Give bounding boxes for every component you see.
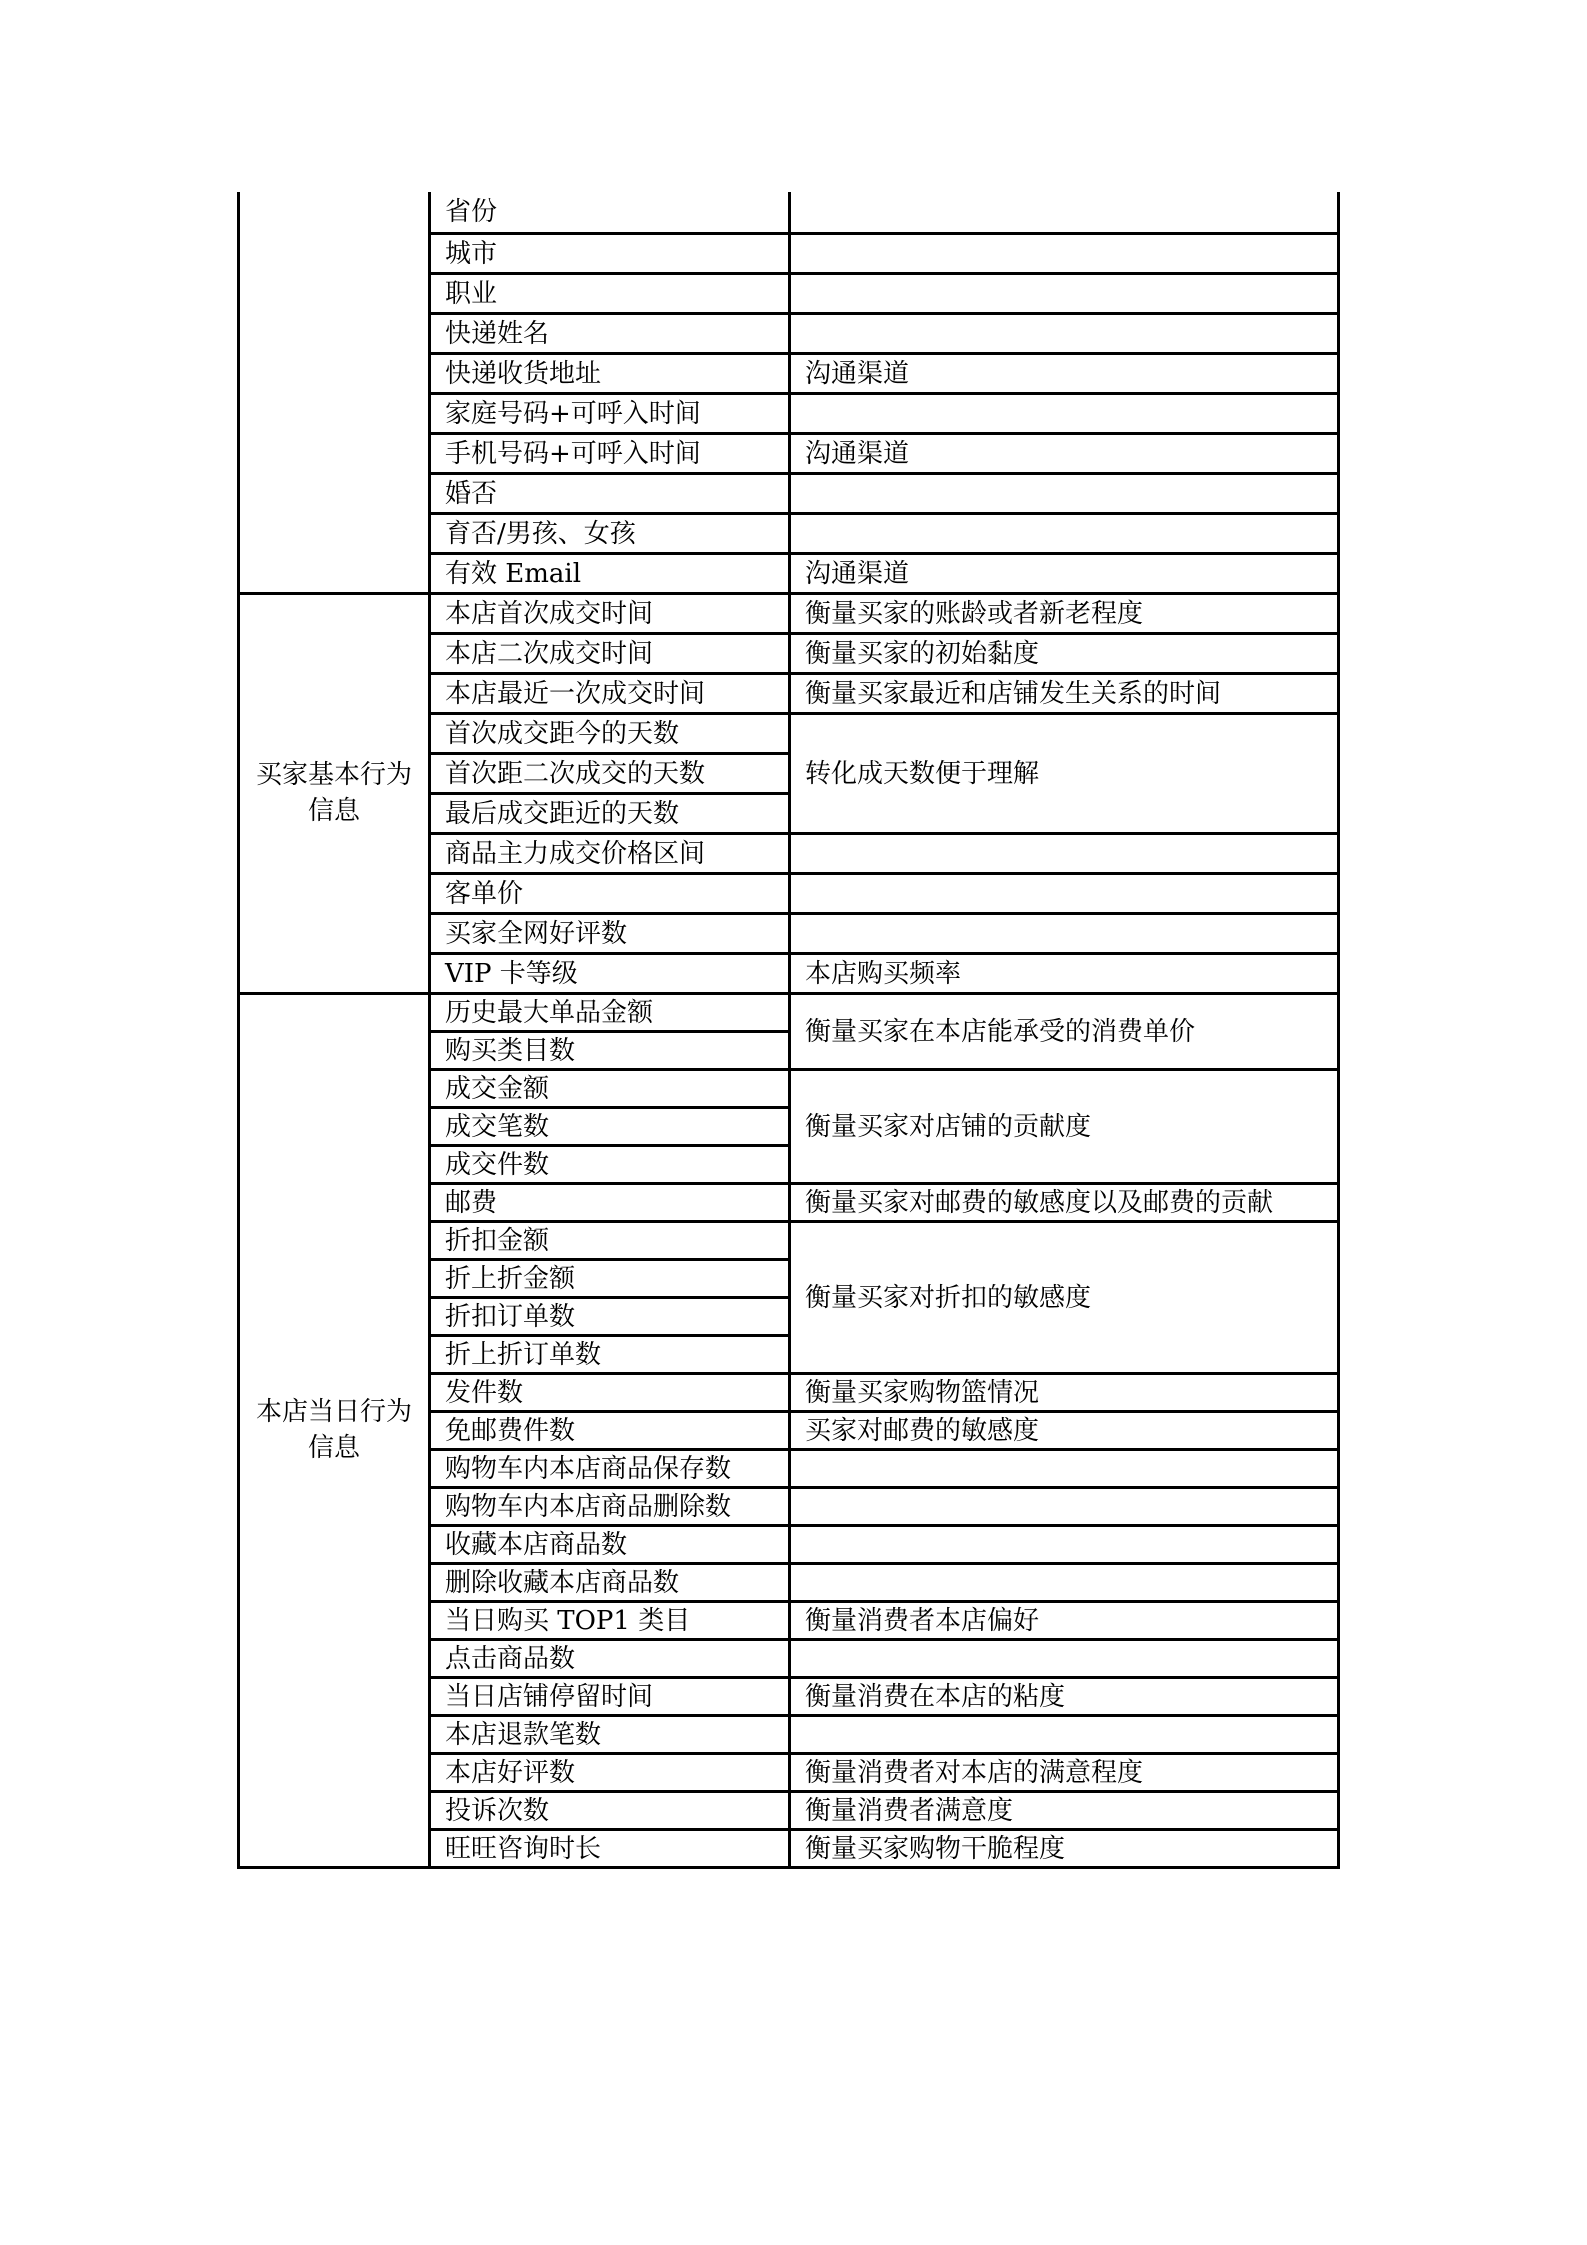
note-cell [790, 314, 1339, 354]
field-cell: 最后成交距近的天数 [430, 794, 790, 834]
field-cell: 有效 Email [430, 554, 790, 594]
group-cell-buyer-basic-behavior: 买家基本行为信息 [239, 594, 430, 994]
field-cell: 育否/男孩、女孩 [430, 514, 790, 554]
field-cell: 旺旺咨询时长 [430, 1830, 790, 1868]
field-cell: 首次距二次成交的天数 [430, 754, 790, 794]
note-cell: 衡量消费者对本店的满意程度 [790, 1754, 1339, 1792]
field-cell: 成交件数 [430, 1146, 790, 1184]
field-cell: 本店退款笔数 [430, 1716, 790, 1754]
field-cell: 本店二次成交时间 [430, 634, 790, 674]
field-cell: 点击商品数 [430, 1640, 790, 1678]
note-cell: 衡量买家购物干脆程度 [790, 1830, 1339, 1868]
field-cell: 折上折金额 [430, 1260, 790, 1298]
note-cell: 衡量买家对折扣的敏感度 [790, 1222, 1339, 1374]
field-cell: 婚否 [430, 474, 790, 514]
field-cell: 购买类目数 [430, 1032, 790, 1070]
field-cell: 成交金额 [430, 1070, 790, 1108]
field-cell: 发件数 [430, 1374, 790, 1412]
group-cell-personal [239, 192, 430, 594]
note-cell: 衡量买家的初始黏度 [790, 634, 1339, 674]
field-cell: 收藏本店商品数 [430, 1526, 790, 1564]
note-cell: 衡量买家对店铺的贡献度 [790, 1070, 1339, 1184]
field-cell: 职业 [430, 274, 790, 314]
field-cell: 购物车内本店商品删除数 [430, 1488, 790, 1526]
note-cell: 沟通渠道 [790, 354, 1339, 394]
note-cell: 买家对邮费的敏感度 [790, 1412, 1339, 1450]
table-row [239, 192, 1339, 234]
field-cell: 邮费 [430, 1184, 790, 1222]
field-cell: 家庭号码+可呼入时间 [430, 394, 790, 434]
note-cell [790, 474, 1339, 514]
field-cell: 当日购买 TOP1 类目 [430, 1602, 790, 1640]
note-cell [790, 874, 1339, 914]
table-row [239, 994, 1339, 1032]
field-cell: VIP 卡等级 [430, 954, 790, 994]
note-cell [790, 1488, 1339, 1526]
field-cell: 购物车内本店商品保存数 [430, 1450, 790, 1488]
note-cell: 衡量买家在本店能承受的消费单价 [790, 994, 1339, 1070]
field-cell: 快递收货地址 [430, 354, 790, 394]
field-cell: 投诉次数 [430, 1792, 790, 1830]
field-cell: 商品主力成交价格区间 [430, 834, 790, 874]
field-cell: 城市 [430, 234, 790, 274]
field-cell: 客单价 [430, 874, 790, 914]
field-cell: 本店好评数 [430, 1754, 790, 1792]
table-row [239, 594, 1339, 634]
field-cell: 折扣金额 [430, 1222, 790, 1260]
field-cell: 本店首次成交时间 [430, 594, 790, 634]
note-cell: 衡量消费者本店偏好 [790, 1602, 1339, 1640]
field-cell: 删除收藏本店商品数 [430, 1564, 790, 1602]
field-cell: 成交笔数 [430, 1108, 790, 1146]
field-cell: 历史最大单品金额 [430, 994, 790, 1032]
note-cell [790, 514, 1339, 554]
note-cell: 转化成天数便于理解 [790, 714, 1339, 834]
note-cell: 衡量消费者满意度 [790, 1792, 1339, 1830]
field-cell: 折扣订单数 [430, 1298, 790, 1336]
note-cell [790, 274, 1339, 314]
field-cell: 手机号码+可呼入时间 [430, 434, 790, 474]
note-cell: 本店购买频率 [790, 954, 1339, 994]
note-cell: 衡量买家对邮费的敏感度以及邮费的贡献 [790, 1184, 1339, 1222]
note-cell [790, 394, 1339, 434]
field-cell: 本店最近一次成交时间 [430, 674, 790, 714]
field-cell: 折上折订单数 [430, 1336, 790, 1374]
customer-attribute-table [237, 192, 1340, 1869]
note-cell: 衡量买家最近和店铺发生关系的时间 [790, 674, 1339, 714]
note-cell [790, 834, 1339, 874]
note-cell [790, 1564, 1339, 1602]
note-cell [790, 1450, 1339, 1488]
note-cell [790, 1640, 1339, 1678]
field-cell: 当日店铺停留时间 [430, 1678, 790, 1716]
field-cell: 免邮费件数 [430, 1412, 790, 1450]
field-cell: 买家全网好评数 [430, 914, 790, 954]
group-cell-store-daily-behavior: 本店当日行为信息 [239, 994, 430, 1868]
note-cell: 衡量买家的账龄或者新老程度 [790, 594, 1339, 634]
field-cell: 快递姓名 [430, 314, 790, 354]
note-cell [790, 234, 1339, 274]
note-cell: 沟通渠道 [790, 434, 1339, 474]
note-cell: 衡量消费在本店的粘度 [790, 1678, 1339, 1716]
note-cell [790, 192, 1339, 234]
note-cell: 沟通渠道 [790, 554, 1339, 594]
note-cell: 衡量买家购物篮情况 [790, 1374, 1339, 1412]
field-cell: 省份 [430, 192, 790, 234]
note-cell [790, 1716, 1339, 1754]
note-cell [790, 914, 1339, 954]
note-cell [790, 1526, 1339, 1564]
field-cell: 首次成交距今的天数 [430, 714, 790, 754]
